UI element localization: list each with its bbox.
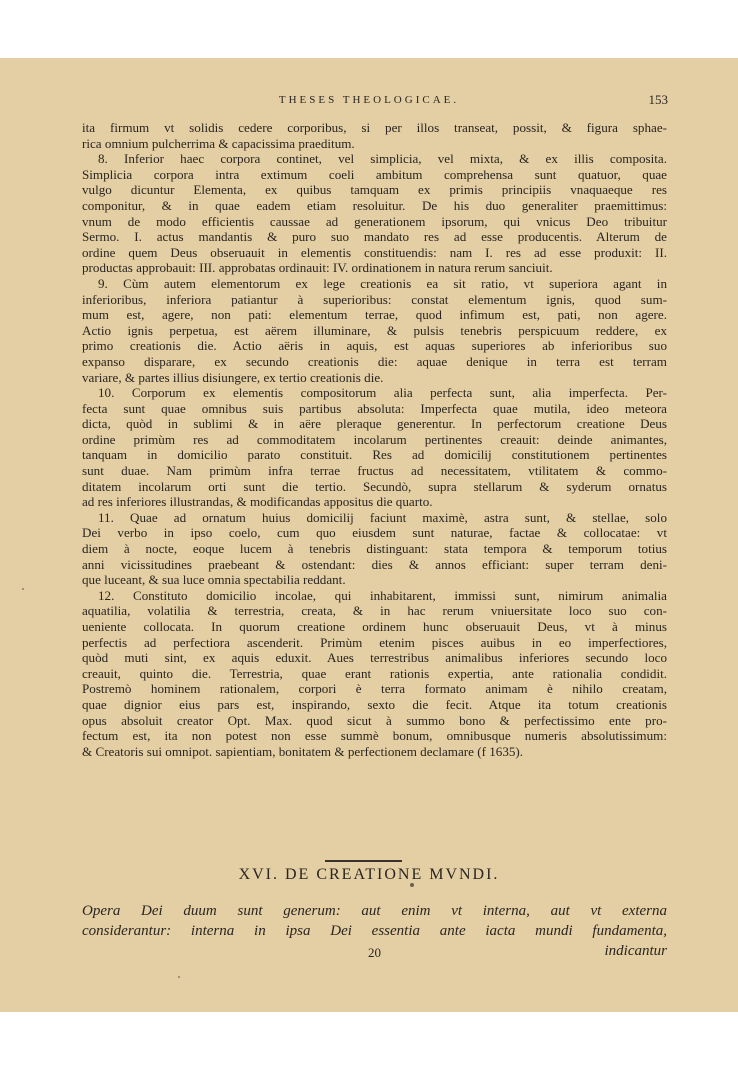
page-number: 153 [648,92,668,107]
text-line: 10. Corporum ex elementis compositorum alia perfecta sunt, alia imperfecta. Per- [98,385,667,401]
text-line: aquatilia, volatilia & terrestria, creata, & in hac rerum vniuersitate loco suo con- [82,603,667,619]
paragraph-8 [82,151,667,276]
text-line: & Creatoris sui omnipot. sapientiam, bonitatem & perfectionem declamare (f 1635). [82,743,524,759]
text-line: Simplicia corpora intra extimum coeli ambitum comprehensa sunt quatuor, quae [82,166,667,182]
paragraph-11 [82,510,667,588]
text-line: Sermo. I. actus mandantis & puro suo mandato res ad esse producentis. Alterum de [82,229,667,245]
body-text [82,120,667,759]
italic-line: considerantur: interna in ipsa Dei essentia ante iacta mundi fundamenta, [82,923,667,939]
text-line: Postremò hominem rationalem, corpori è terra formato animam è nihilo creatam, [82,681,667,697]
text-line: sunt duae. Nam primùm infra terrae fructus ad necessitatem, vtilitatem & commo- [82,463,667,479]
text-line: anni vicissitudines praebeant & ostendant: dies & annos efficiant: super terram deni- [82,556,667,572]
text-line: 9. Cùm autem elementorum ex lege creationis ea sit ratio, vt superiora agant in [98,275,667,291]
text-line: 11. Quae ad ornatum huius domicilij faciunt maximè, astra sunt, & stellae, solo [98,509,667,525]
text-line: perfectis ad perfectiora ascenderit. Primùm etenim pisces auibus in eo imperfectiores, [82,634,667,650]
text-line: ueniente collocata. In quorum creatione ordinem hunc obseruauit Deus, vt à minus [82,619,667,634]
text-line: variare, & partes illius disiungere, ex tertio creationis die. [82,369,384,385]
signature-mark: 20 [368,945,381,960]
text-line: inferioribus, inferiora patiantur à superioribus: constat elementum ignis, quod sum- [82,291,667,307]
text-line: 12. Constituto domicilio incolae, qui inhabitarent, immissi sunt, nimirum animalia [98,587,667,603]
paragraph-9 [82,276,667,385]
text-line: Actio ignis perpetua, est aërem illuminare, & pulsis tenebris perspicuum reddere, ex [82,322,667,338]
text-line: rica omnium pulcherrima & capacissima praeditum. [82,135,355,151]
running-head-title: THESES THEOLOGICAE. [278,94,460,106]
paragraph-12 [82,588,667,760]
text-line: fectum est, ita non potest non esse summè bonum, omnibusque numeris absolutissimum: [82,728,667,744]
text-line: tanquam in domicilio parato constituit. Res ad domicilij constitutionem pertinentes [82,447,667,463]
text-line: productas approbauit: III. approbatas ordinauit: IV. ordinationem in natura rerum sanciuit. [82,260,553,276]
text-line: componitur, & in quae eadem etiam resoluitur. De his duo generaliter praemittimus: [82,197,667,213]
text-line: vulgo dicuntur Elementa, ex quibus tamquam ex primis principiis vnaquaeque res [82,182,667,198]
text-line: expanso disparare, ex secundo creationis die: aquae denique in terra est terram [82,353,667,369]
text-line: Dei verbo in ipso coelo, cum quo eiusdem sunt naturae, factae & collocatae: vt [82,525,667,541]
text-line: opus absoluit creator Opt. Max. quod sicut à summo bono & perfectissimo ente pro- [82,712,667,728]
text-line: ad res inferiores illustrandas, & modificandas appositus die quarto. [82,494,433,510]
text-line: primo creationis die. Actio aëris in aquis, est aquas superiores ab inferioribus suo [82,338,667,354]
text-line: ditatem incolarum orti sunt die tertio. Secundò, supra stellarum & syderum ornatus [82,478,667,494]
section-heading: XVI. DE CREATIONE MVNDI. [238,866,500,883]
text-line: ita firmum vt solidis cedere corporibus, si per illos transeat, possit, & figura sphae- [82,120,667,135]
ink-speck [410,883,414,887]
text-line: dicta, quòd in sublimi & in aëre pleraque generentur. In perfectorum creatione Deus [82,416,667,432]
book-page [0,58,738,1012]
text-line: creauit, quinto die. Terrestria, quae erant rationis expertia, ante rationalia condidit. [82,665,667,681]
text-line: ordine primùm res ad commoditatem incolarum pertinentes creauit: deinde animantes, [82,431,667,447]
paragraph-10 [82,385,667,510]
text-line: diem à nocte, eoque lucem à tenebris distinguant: stata tempora & temporum totius [82,541,667,557]
running-head [0,92,738,112]
text-line: fecta sunt quae omnibus suis partibus absoluta: Imperfecta quae mutila, ideo meteora [82,400,667,416]
paragraph-continuation [82,120,667,151]
text-line: 8. Inferior haec corpora continet, vel simplicia, vel mixta, & ex illis composita. [98,151,667,167]
paper-speck [178,976,180,978]
page-footer [82,943,667,963]
section-intro [82,901,667,941]
text-line: quòd muti sint, ex aquis eduxit. Aues terrestribus animalibus inferiores secundo loco [82,650,667,666]
text-line: que luceant, & sua luce omnia spectabilia reddant. [82,572,346,588]
text-line: vnum de modo efficientis caussae ad generationem ipsorum, qui vnicus Deo tribuitur [82,213,667,229]
section-divider-rule [325,860,402,862]
catchword: indicantur [604,943,667,959]
italic-line: Opera Dei duum sunt generum: aut enim vt interna, aut vt externa [82,903,667,919]
text-line: ordine quem Deus obseruauit in elementis constituendis: nam I. res ad esse produxit: II. [82,244,667,260]
text-line: mum est, agere, non pati: elementum terrae, quod infimum est, pati, non agere. [82,307,667,323]
paper-speck [22,588,24,590]
text-line: quae dignior eius pars est, inspirando, sexto die fecit. Atque ita totum creationis [82,696,667,712]
